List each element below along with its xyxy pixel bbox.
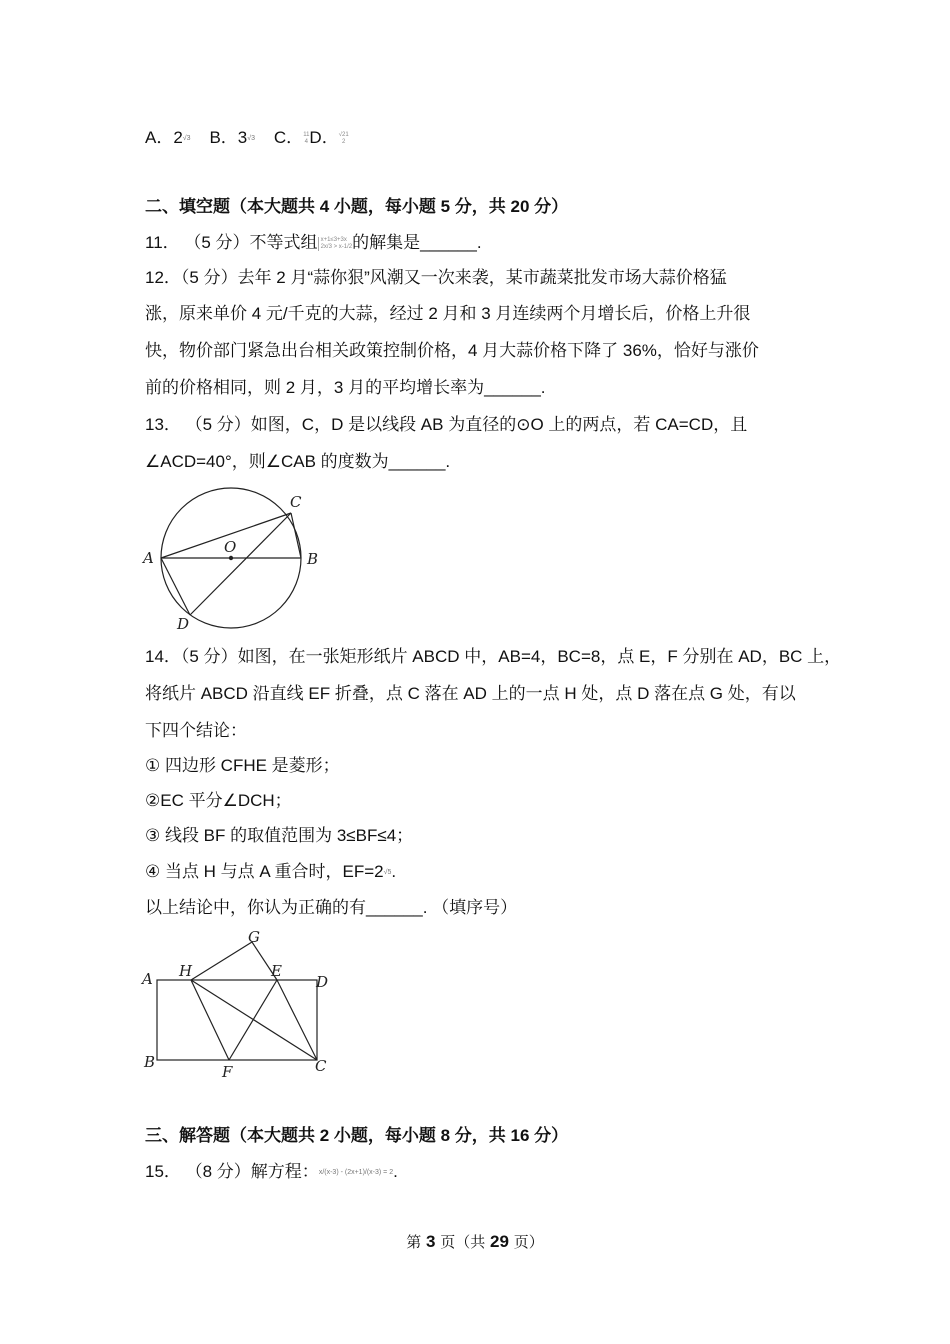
label-a: A (142, 970, 153, 988)
conclusion-4: ④ 当点 H 与点 A 重合时，EF=2√5. (145, 862, 397, 881)
option-b: B．3 (209, 128, 248, 147)
label-g: G (248, 928, 260, 946)
option-c: C． (273, 128, 304, 147)
section-3-title: 三、解答题（本大题共 2 小题，每小题 8 分，共 16 分） (145, 1126, 569, 1145)
chord-cd (190, 513, 291, 615)
option-d-fraction: √21 2 (338, 131, 349, 145)
segment-fe (229, 980, 277, 1060)
question-14-tail: 以上结论中，你认为正确的有______. （填序号） (145, 898, 518, 917)
question-11: 11． （5 分）不等式组 x+1≤3+3x 2x/3 > x-1/2的解集是______. (145, 233, 482, 252)
question-12-line-1: 12．（5 分）去年 2 月“蒜你狠”风潮又一次来袭，某市蔬菜批发市场大蒜价格猛 (145, 268, 727, 287)
rectangle-fold-figure (140, 925, 350, 1085)
label-c: C (315, 1057, 327, 1075)
conclusion-2: ②EC 平分∠DCH； (145, 791, 292, 810)
label-d: D (316, 973, 329, 991)
question-12-line-2: 涨，原来单价 4 元/千克的大蒜，经过 2 月和 3 月连续两个月增长后，价格上升很 (145, 304, 751, 323)
question-14-line-1: 14．（5 分）如图，在一张矩形纸片 ABCD 中，AB=4，BC=8，点 E，F 分别在 AD，BC 上， (145, 647, 842, 666)
question-12-line-4: 前的价格相同，则 2 月，3 月的平均增长率为______. (145, 378, 546, 397)
question-14-line-3: 下四个结论： (145, 721, 247, 740)
page-footer: 第 3 页（共 29 页） (406, 1232, 544, 1251)
inequality-system: x+1≤3+3x 2x/3 > x-1/2 (318, 237, 353, 251)
rectangle-abcd (157, 980, 317, 1060)
equation: x/(x-3) - (2x+1)/(x-3) = 2 (318, 1168, 394, 1176)
chord-ad (161, 558, 190, 615)
page-total: 29 (490, 1232, 509, 1251)
label-e: E (271, 962, 282, 980)
segment-hg (191, 942, 252, 980)
label-b: B (144, 1053, 156, 1071)
label-a: A (143, 549, 154, 567)
conclusion-3: ③ 线段 BF 的取值范围为 3≤BF≤4； (145, 826, 414, 845)
label-d: D (177, 615, 190, 633)
section-2-title: 二、填空题（本大题共 4 小题，每小题 5 分，共 20 分） (145, 197, 569, 216)
question-13-line-2: ∠ACD=40°，则∠CAB 的度数为______. (145, 452, 451, 471)
page-number: 3 (426, 1232, 436, 1251)
option-b-radical: √3 (247, 134, 255, 142)
label-o: O (224, 538, 237, 556)
question-12-line-3: 快，物价部门紧急出台相关政策控制价格，4 月大蒜价格下降了 36%，恰好与涨价 (145, 341, 759, 360)
question-14-line-2: 将纸片 ABCD 沿直线 EF 折叠，点 C 落在 AD 上的一点 H 处，点 D 落在点 G 处，有以 (145, 684, 796, 703)
label-b: B (307, 550, 319, 568)
question-13-line-1: 13． （5 分）如图，C，D 是以线段 AB 为直径的⊙O 上的两点，若 CA=CD，且 (145, 415, 748, 434)
question-15: 15． （8 分）解方程：x/(x-3) - (2x+1)/(x-3) = 2. (145, 1162, 398, 1181)
chord-cb (291, 513, 301, 558)
center-o (229, 556, 233, 560)
circle-figure (140, 485, 330, 635)
conclusion-1: ① 四边形 CFHE 是菱形； (145, 756, 340, 775)
label-f: F (222, 1063, 233, 1081)
conclusion-4-radical: √5 (383, 868, 392, 876)
option-c-fraction: 11 4 (303, 131, 310, 145)
label-h: H (179, 962, 193, 980)
q10-options (145, 126, 349, 150)
option-a-radical: √3 (182, 134, 191, 142)
label-c: C (290, 493, 302, 511)
option-d: D． (309, 128, 339, 147)
option-a: A．2 (145, 128, 183, 147)
